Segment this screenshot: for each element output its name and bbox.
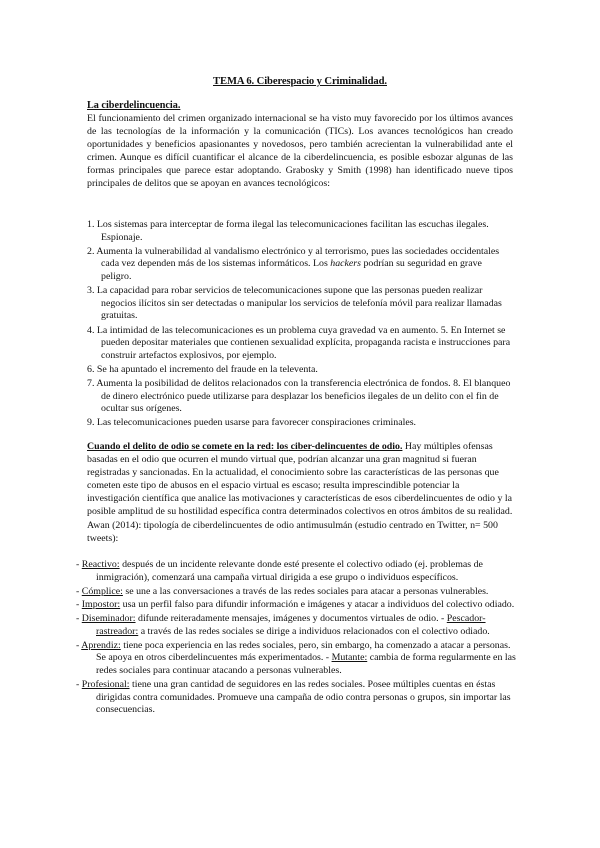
list-item: [87, 246, 513, 284]
role-label: Profesional:: [81, 678, 130, 690]
role-text: se une a las conversaciones a través de las redes sociales para atacar a personas vulnerables.: [125, 585, 489, 597]
role-label: Reactivo:: [81, 559, 120, 570]
hackers-term: hackers: [330, 258, 361, 270]
list-item: 6. Se ha apuntado el incremento del fraude en la televenta.: [87, 363, 318, 375]
list-item-text: podrían su seguridad en grave peligro.: [101, 258, 482, 282]
role-text: usa un perfil falso para difundir información e imágenes y atacar a individuos del colectivo odiado.: [122, 599, 515, 611]
bullet-dash: -: [76, 639, 80, 651]
role-text: después de un incidente relevante donde esté presente el colectivo odiado (ej. problemas de inmigración), comenzará una campaña virtual dirigida a ese grupo o individuos específicos.: [96, 559, 483, 583]
crime-types-list: [87, 219, 513, 432]
hate-crime-section: [87, 440, 513, 545]
role-text: difunde reiteradamente mensajes, imágenes y documentos virtuales de odio. -: [138, 613, 445, 624]
list-item: [76, 613, 516, 639]
list-item: [76, 586, 516, 599]
role-text: a través de las redes sociales se dirige a individuos relacionados con el colectivo odiado.: [140, 625, 490, 637]
offender-typology-list: [76, 559, 516, 718]
role-label: Diseminador:: [81, 613, 136, 624]
list-item: 9. Las telecomunicaciones pueden usarse para favorecer conspiraciones criminales.: [87, 417, 417, 429]
bullet-dash: -: [76, 613, 80, 624]
role-label: Aprendiz:: [81, 639, 121, 651]
role-label: Pescador-rastreador:: [96, 613, 486, 637]
bullet-dash: -: [76, 678, 80, 690]
document-title: TEMA 6. Ciberespacio y Criminalidad.: [213, 76, 387, 87]
list-item: 4. La intimidad de las telecomunicaciones es un problema cuya gravedad va en aumento. 5. En Internet se pueden depositar materiales que contienen sexualidad explícita, propaganda racista e instrucciones para construir artefactos explosivos, por ejemplo.: [87, 324, 511, 361]
list-item: [76, 679, 516, 717]
bullet-dash: -: [76, 559, 80, 570]
list-item-text: 2. Aumenta la vulnerabilidad al vandalismo electrónico y al terrorismo, pues las sociedades occidentales cada vez dependen más de los sistemas informáticos. Los: [87, 245, 500, 270]
intro-paragraph: El funcionamiento del crimen organizado internacional se ha visto muy favorecido por los últimos avances de las tecnologías de la información y la comunicación (TICs). Los avances tecnológicos han creado oportunidades y beneficios apasionantes y novedosos, pero también acrecientan la vulnerabilidad ante el crimen. Aunque es difícil cuantificar el alcance de la ciberdelincuencia, es posible esbozar algunas de las formas principales que parece estar adoptando. Grabosky y Smith (1998) han identificado nueve tipos principales de delitos que se apoyan en avances tecnológicos:: [87, 113, 513, 189]
section-heading-ciberdelincuencia: La ciberdelincuencia.: [87, 100, 181, 111]
role-label: Cómplice:: [81, 585, 123, 597]
section-heading-odio: Cuando el delito de odio se comete en la red: los ciber-delincuentes de odio.: [87, 441, 403, 452]
section-paragraph: Hay múltiples ofensas basadas en el odio que ocurren el mundo virtual que, podrían alcanzar una gran magnitud si fueran registradas y sancionadas. En la actualidad, el conocimiento sobre las características de las personas que cometen este tipo de abusos en el espacio virtual es escaso; resulta imprescindible potenciar la investigación científica que analice las motivaciones y características de esos ciberdelincuentes de odio y la posible amplitud de su hostilidad específica contra determinados colectivos en otros ámbitos de su realidad. Awan (2014): tipología de ciberdelincuentes de odio antimusulmán (estudio centrado en Twitter, n= 500 tweets):: [87, 441, 513, 544]
list-item: [76, 599, 516, 612]
role-text: cambia de forma regularmente en las redes sociales para continuar atacando a personas vulnerables.: [96, 652, 516, 676]
list-item: 1. Los sistemas para interceptar de forma ilegal las telecomunicaciones facilitan las escuchas ilegales. Espionaje.: [87, 219, 489, 243]
list-item: [76, 640, 516, 678]
role-label: Mutante:: [331, 652, 368, 664]
role-text: tiene una gran cantidad de seguidores en las redes sociales. Posee múltiples cuentas en éstas dirigidas contra comunidades. Promueve una campaña de odio contra personas o grupos, sin importar las consecuencias.: [96, 678, 511, 716]
list-item: 3. La capacidad para robar servicios de telecomunicaciones supone que las personas pueden realizar negocios ilícitos sin ser detectadas o manipular los servicios de telefonía móvil para realizar llamadas gratuitas.: [87, 285, 502, 322]
role-label: Impostor:: [81, 599, 121, 611]
list-item: 7. Aumenta la posibilidad de delitos relacionados con la transferencia electrónica de fondos. 8. El blanqueo de dinero electrónico puede utilizarse para desplazar los beneficios ilegales de un delito con el fin de ocultar sus orígenes.: [87, 378, 511, 415]
role-text: tiene poca experiencia en las redes sociales, pero, sin embargo, ha comenzado a atacar a personas. Se apoya en otros ciberdelincuentes más experimentados. -: [96, 639, 511, 664]
bullet-dash: -: [76, 585, 80, 597]
list-item: [76, 559, 516, 585]
bullet-dash: -: [76, 599, 80, 611]
